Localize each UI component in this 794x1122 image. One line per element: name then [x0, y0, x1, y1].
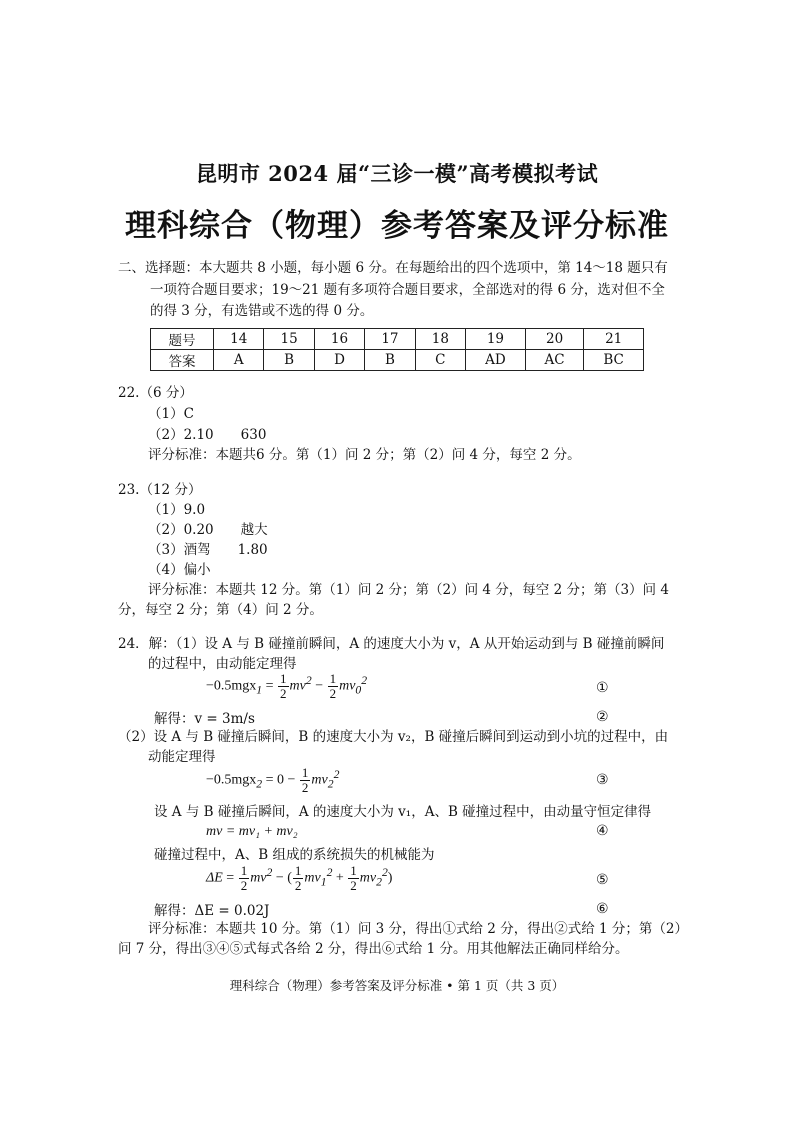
q24-part1-line2: 的过程中，由动能定理得: [148, 656, 297, 672]
table-cell: BC: [584, 350, 644, 371]
exam-title: 昆明市 2024 届“三诊一模”高考模拟考试: [195, 161, 599, 186]
q23-answer-3: （3）酒驾 1.80: [148, 542, 268, 558]
table-cell: AC: [525, 350, 583, 371]
table-cell: A: [214, 350, 264, 371]
section2-line2: 一项符合题目要求；19～21 题有多项符合题目要求，全部选对的得 6 分，选对但不全: [150, 282, 665, 298]
q24-scoring-line2: 问 7 分，得出③④⑤式每式各给 2 分，得出⑥式给 1 分。用其他解法正确同样给分。: [118, 941, 629, 957]
eq-marker-1: ①: [596, 680, 609, 696]
q24-solution-v: 解得：v = 3m/s: [154, 711, 255, 727]
table-cell: AD: [466, 350, 526, 371]
section2-line3: 的得 3 分，有选错或不选的得 0 分。: [150, 303, 374, 319]
q23-answer-2: （2）0.20 越大: [148, 522, 268, 538]
answer-key-title: 理科综合（物理）参考答案及评分标准: [125, 208, 669, 244]
table-cell: B: [264, 350, 314, 371]
answer-table: [150, 328, 644, 371]
q24-energy-text: 碰撞过程中，A、B 组成的系统损失的机械能为: [154, 847, 435, 863]
q23-answer-4: （4）偏小: [148, 562, 211, 578]
eq-marker-2: ②: [596, 709, 609, 725]
eq1-lhs: −0.5mgx: [206, 678, 257, 694]
equation-5: ΔE = $\frac{1}{2}$ $mv^2$ − ( $\frac{1}{2}$ $mv_1^2$ + $\frac{1}{2}$ $mv_2^2$): [206, 863, 393, 893]
q23-scoring-line2: 分，每空 2 分；第（4）问 2 分。: [118, 602, 323, 618]
eq-marker-5: ⑤: [596, 872, 609, 888]
equation-4: mv = mv₁ + mv₂: [206, 824, 298, 839]
page-footer: 理科综合（物理）参考答案及评分标准 • 第 1 页（共 3 页）: [229, 978, 565, 993]
answer-row: [151, 350, 644, 371]
table-cell: 19: [466, 329, 526, 350]
eq3-lhs: −0.5mgx: [206, 772, 257, 788]
table-cell: B: [365, 350, 415, 371]
q24-part1-line1: 24．解：（1）设 A 与 B 碰撞前瞬间，A 的速度大小为 v，A 从开始运动到与 B 碰撞前瞬间: [118, 636, 665, 652]
q24-momentum-text: 设 A 与 B 碰撞后瞬间，A 的速度大小为 v₁，A、B 碰撞过程中，由动量守恒定律得: [154, 804, 652, 820]
table-cell: 21: [584, 329, 644, 350]
q24-scoring-line1: 评分标准：本题共 10 分。第（1）问 3 分，得出①式给 2 分，得出②式给 1 分；第（2）: [148, 921, 688, 937]
section2-line1: 二、选择题：本大题共 8 小题，每小题 6 分。在每题给出的四个选项中，第 14～18 题只有: [118, 260, 668, 276]
question-number-row: [151, 329, 644, 350]
table-cell: 17: [365, 329, 415, 350]
row-label-answer: 答案: [151, 350, 214, 371]
table-cell: 14: [214, 329, 264, 350]
q23-heading: 23.（12 分）: [118, 482, 202, 498]
table-cell: 18: [415, 329, 465, 350]
equation-1: −0.5mgx$_1$ = $\frac{1}{2}$ $mv^2$ − $\frac{1}{2}$ $mv_0^2$: [206, 671, 368, 701]
q24-part2-line1: （2）设 A 与 B 碰撞后瞬间，B 的速度大小为 v₂，B 碰撞后瞬间到运动到小坑的过程中，由: [118, 729, 669, 745]
eq3-lhs-sub: 2: [256, 777, 263, 791]
table-cell: 16: [314, 329, 364, 350]
q24-solution-energy: 解得：ΔE = 0.02J: [154, 903, 270, 919]
table-cell: 15: [264, 329, 314, 350]
eq-marker-3: ③: [596, 772, 609, 788]
eq-marker-4: ④: [596, 823, 609, 839]
eq-marker-6: ⑥: [596, 901, 609, 917]
table-cell: D: [314, 350, 364, 371]
q22-scoring: 评分标准：本题共6 分。第（1）问 2 分；第（2）问 4 分，每空 2 分。: [148, 447, 581, 463]
table-cell: C: [415, 350, 465, 371]
eq1-lhs-sub: 1: [256, 683, 263, 697]
q24-part2-line2: 动能定理得: [148, 749, 216, 765]
q23-answer-1: （1）9.0: [148, 502, 206, 518]
q23-scoring-line1: 评分标准：本题共 12 分。第（1）问 2 分；第（2）问 4 分，每空 2 分；第（3）问 4: [148, 582, 669, 598]
equation-3: −0.5mgx$_2$ = 0 − $\frac{1}{2}$ $mv_2^2$: [206, 765, 340, 795]
q22-answer-1: （1）C: [148, 406, 194, 422]
table-cell: 20: [525, 329, 583, 350]
q22-heading: 22.（6 分）: [118, 385, 193, 401]
row-label-number: 题号: [151, 329, 214, 350]
q22-answer-2: （2）2.10 630: [148, 427, 267, 443]
